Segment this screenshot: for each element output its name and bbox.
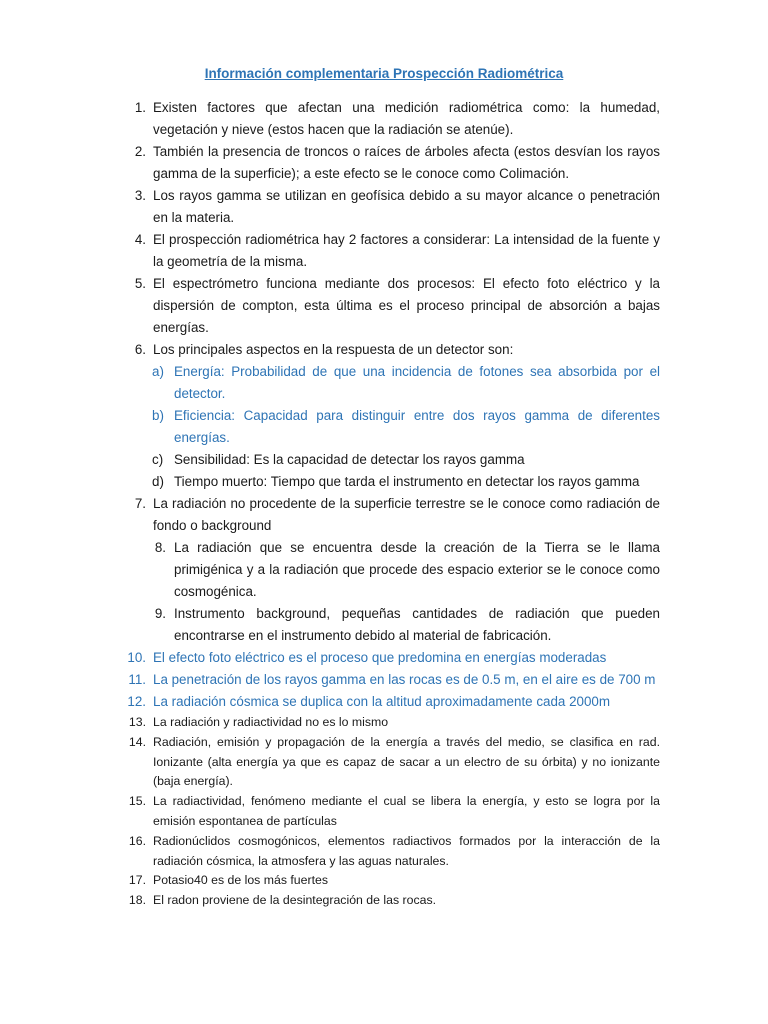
list-number: 11. (128, 672, 146, 687)
list-item (0, 185, 768, 229)
sub-list-letter: d) (152, 474, 164, 489)
sub-list-letter: a) (152, 364, 164, 379)
list-item (0, 141, 768, 185)
sub-list-item (0, 361, 768, 405)
numbered-list (0, 97, 768, 911)
list-text: La radiación que se encuentra desde la creación de la Tierra se le llama primigénica y a la radiación que procede des espacio exterior se le conoce como cosmogénica. (174, 540, 660, 599)
list-text: La radiación y radiactividad no es lo mismo (153, 715, 389, 729)
list-number: 15. (128, 794, 146, 809)
list-number: 6. (134, 342, 146, 357)
list-item (0, 493, 768, 537)
list-text: Radionúclidos cosmogónicos, elementos radiactivos formados por la interacción de la radiación cósmica, la atmosfera y las aguas naturales. (153, 833, 660, 868)
list-number: 8. (154, 540, 166, 555)
sub-list-letter: b) (152, 408, 164, 423)
list-text: El efecto foto eléctrico es el proceso que predomina en energías moderadas (153, 650, 607, 665)
sub-list-item (0, 449, 768, 471)
list-number: 5. (134, 276, 146, 291)
list-item (0, 97, 768, 141)
list-text: Los principales aspectos en la respuesta de un detector son: (153, 342, 514, 357)
list-text: La penetración de los rayos gamma en las rocas es de 0.5 m, en el aire es de 700 m (153, 672, 656, 687)
list-number: 12. (127, 694, 146, 709)
sub-list-text: Energía: Probabilidad de que una incidencia de fotones sea absorbida por el detector. (174, 364, 660, 401)
sub-list-text: Sensibilidad: Es la capacidad de detectar los rayos gamma (174, 452, 525, 467)
list-number: 7. (134, 496, 146, 511)
sub-list-text: Eficiencia: Capacidad para distinguir entre dos rayos gamma de diferentes energías. (174, 408, 660, 445)
list-number: 17. (128, 873, 146, 888)
list-item (0, 669, 768, 691)
list-item (0, 229, 768, 273)
list-item (0, 832, 768, 872)
sub-list-item (0, 405, 768, 449)
list-text: Instrumento background, pequeñas cantidades de radiación que pueden encontrarse en el instrumento debido al material de fabricación. (174, 606, 660, 643)
list-number: 3. (134, 188, 146, 203)
list-number: 16. (128, 833, 146, 848)
sub-list-text: Tiempo muerto: Tiempo que tarda el instrumento en detectar los rayos gamma (174, 474, 640, 489)
document-title: Información complementaria Prospección Radiométrica (204, 66, 564, 81)
list-number: 1. (134, 100, 146, 115)
list-item (0, 339, 768, 361)
list-number: 4. (134, 232, 146, 247)
list-text: Potasio40 es de los más fuertes (153, 873, 328, 888)
sub-list-item (0, 471, 768, 493)
list-number: 18. (128, 893, 146, 908)
list-text: También la presencia de troncos o raíces de árboles afecta (estos desvían los rayos gamma de la superficie); a este efecto se le conoce como Colimación. (153, 144, 660, 181)
list-item (0, 871, 768, 891)
list-text: El radon proviene de la desintegración de las rocas. (153, 893, 437, 908)
list-item (0, 733, 768, 792)
list-text: La radiación cósmica se duplica con la altitud aproximadamente cada 2000m (153, 694, 611, 709)
list-item (0, 537, 768, 603)
list-number: 10. (127, 650, 146, 665)
list-number: 13. (128, 715, 146, 729)
list-text: El prospección radiométrica hay 2 factores a considerar: La intensidad de la fuente y la geometría de la misma. (153, 232, 660, 269)
list-item (0, 891, 768, 911)
list-text: La radiación no procedente de la superficie terrestre se le conoce como radiación de fondo o background (153, 496, 660, 533)
list-text: Los rayos gamma se utilizan en geofísica debido a su mayor alcance o penetración en la materia. (153, 188, 660, 225)
list-item (0, 691, 768, 713)
list-number: 2. (134, 144, 146, 159)
list-item (0, 603, 768, 647)
list-item (0, 792, 768, 832)
list-item (0, 713, 768, 733)
list-text: Existen factores que afectan una medición radiométrica como: la humedad, vegetación y nieve (estos hacen que la radiación se atenúe). (153, 100, 660, 137)
list-number: 14. (128, 734, 146, 749)
list-item (0, 647, 768, 669)
list-text: La radiactividad, fenómeno mediante el cual se libera la energía, y esto se logra por la emisión espontanea de partículas (153, 794, 660, 828)
list-text: El espectrómetro funciona mediante dos procesos: El efecto foto eléctrico y la dispersión de compton, esta última es el proceso principal de absorción a bajas energías. (153, 276, 660, 335)
list-item (0, 273, 768, 339)
list-text: Radiación, emisión y propagación de la energía a través del medio, se clasifica en rad. Ionizante (alta energía ya que es capaz de sacar a un electro de su órbita) y no ionizante (baja energía). (153, 734, 660, 789)
list-number: 9. (154, 606, 166, 621)
sub-list-letter: c) (152, 452, 164, 467)
